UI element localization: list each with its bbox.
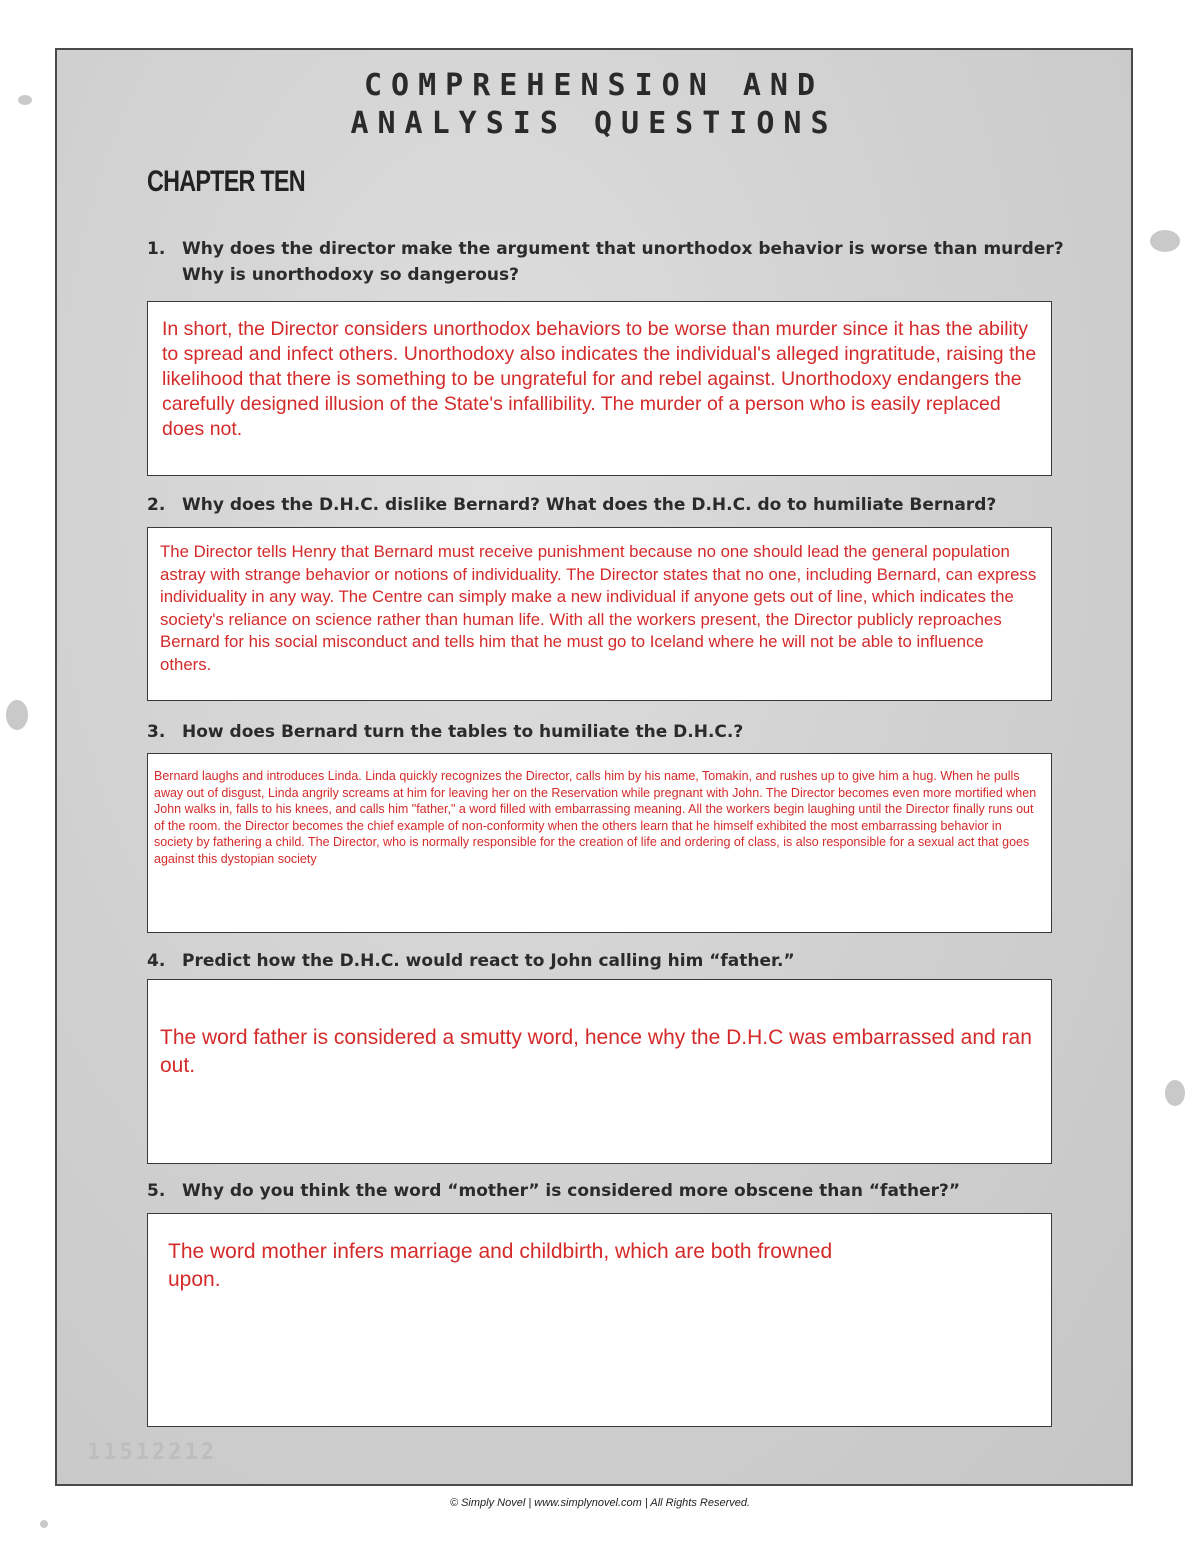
question-text: Why do you think the word “mother” is considered more obscene than “father?” [182,1181,961,1201]
question-number: 2. [147,495,166,515]
question-text: Predict how the D.H.C. would react to John calling him “father.” [182,951,795,971]
page-title-line2: ANALYSIS QUESTIONS [350,106,838,141]
question-number: 1. [147,239,166,259]
question-number: 3. [147,722,166,742]
grunge-speck [18,95,32,105]
answer-text: The Director tells Henry that Bernard must receive punishment because no one should lead the general population astray with strange behavior or notions of individuality. The Director states that no one, including Bernard, can express individuality in any way. The Centre can simply make a new individual if anyone gets out of line, which indicates the society's reliance on science rather than human life. With all the workers present, the Director publicly reproaches Bernard for his social misconduct and tells him that he must go to Iceland where he will not be able to influence others. [160,542,1037,674]
question-3 [147,719,1097,745]
answer-box-4[interactable] [147,979,1052,1164]
question-text: How does Bernard turn the tables to humiliate the D.H.C.? [182,722,744,742]
answer-text: The word mother infers marriage and childbirth, which are both frowned upon. [168,1240,833,1291]
question-text: Why does the D.H.C. dislike Bernard? What does the D.H.C. do to humiliate Bernard? [182,495,997,515]
chapter-heading: CHAPTER TEN [147,165,305,198]
grunge-speck [6,700,28,730]
grunge-speck [1150,230,1180,252]
answer-box-3[interactable] [147,753,1052,933]
question-4 [147,948,1097,974]
document-id-watermark: 11512212 [87,1440,217,1465]
question-1 [147,236,1097,288]
question-2 [147,492,1097,518]
answer-text: In short, the Director considers unorthodox behaviors to be worse than murder since it has the ability to spread and infect others. Unorthodoxy also indicates the individual's alleged ingratitude, raising the likelihood that there is something to be ungrateful for and rebel against. Unorthodoxy endangers the carefully designed illusion of the State's infallibility. The murder of a person who is easily replaced does not. [162,318,1037,440]
page-title-line1: COMPREHENSION AND [363,68,825,103]
question-text: Why does the director make the argument that unorthodox behavior is worse than murder? Why is unorthodoxy so dangerous? [182,239,1064,285]
copyright-footer: © Simply Novel | www.simplynovel.com | All Rights Reserved. [449,1497,751,1509]
answer-text: Bernard laughs and introduces Linda. Linda quickly recognizes the Director, calls him by his name, Tomakin, and rushes up to give him a hug. When he pulls away out of disgust, Linda angrily screams at him for leaving her on the Reservation while pregnant with John. The Director becomes even more mortified when John walks in, falls to his knees, and calls him "father," a word filled with embarrassing meaning. All the workers begin laughing until the Director finally runs out of the room. the Director becomes the chief example of non-conformity when the others learn that he himself exhibited the most embarrassing behavior in society by fathering a child. The Director, who is normally responsible for the creation of life and ordering of class, is also responsible for a sexual act that goes against this dystopian society [154,769,1037,866]
answer-box-2[interactable] [147,527,1052,701]
answer-box-1[interactable] [147,301,1052,476]
answer-text: The word father is considered a smutty word, hence why the D.H.C was embarrassed and ran out. [160,1026,1032,1077]
question-number: 5. [147,1181,166,1201]
worksheet-page [55,48,1133,1486]
answer-box-5[interactable] [147,1213,1052,1427]
question-5 [147,1178,1097,1204]
grunge-speck [1165,1080,1185,1106]
grunge-speck [40,1520,48,1528]
question-number: 4. [147,951,166,971]
